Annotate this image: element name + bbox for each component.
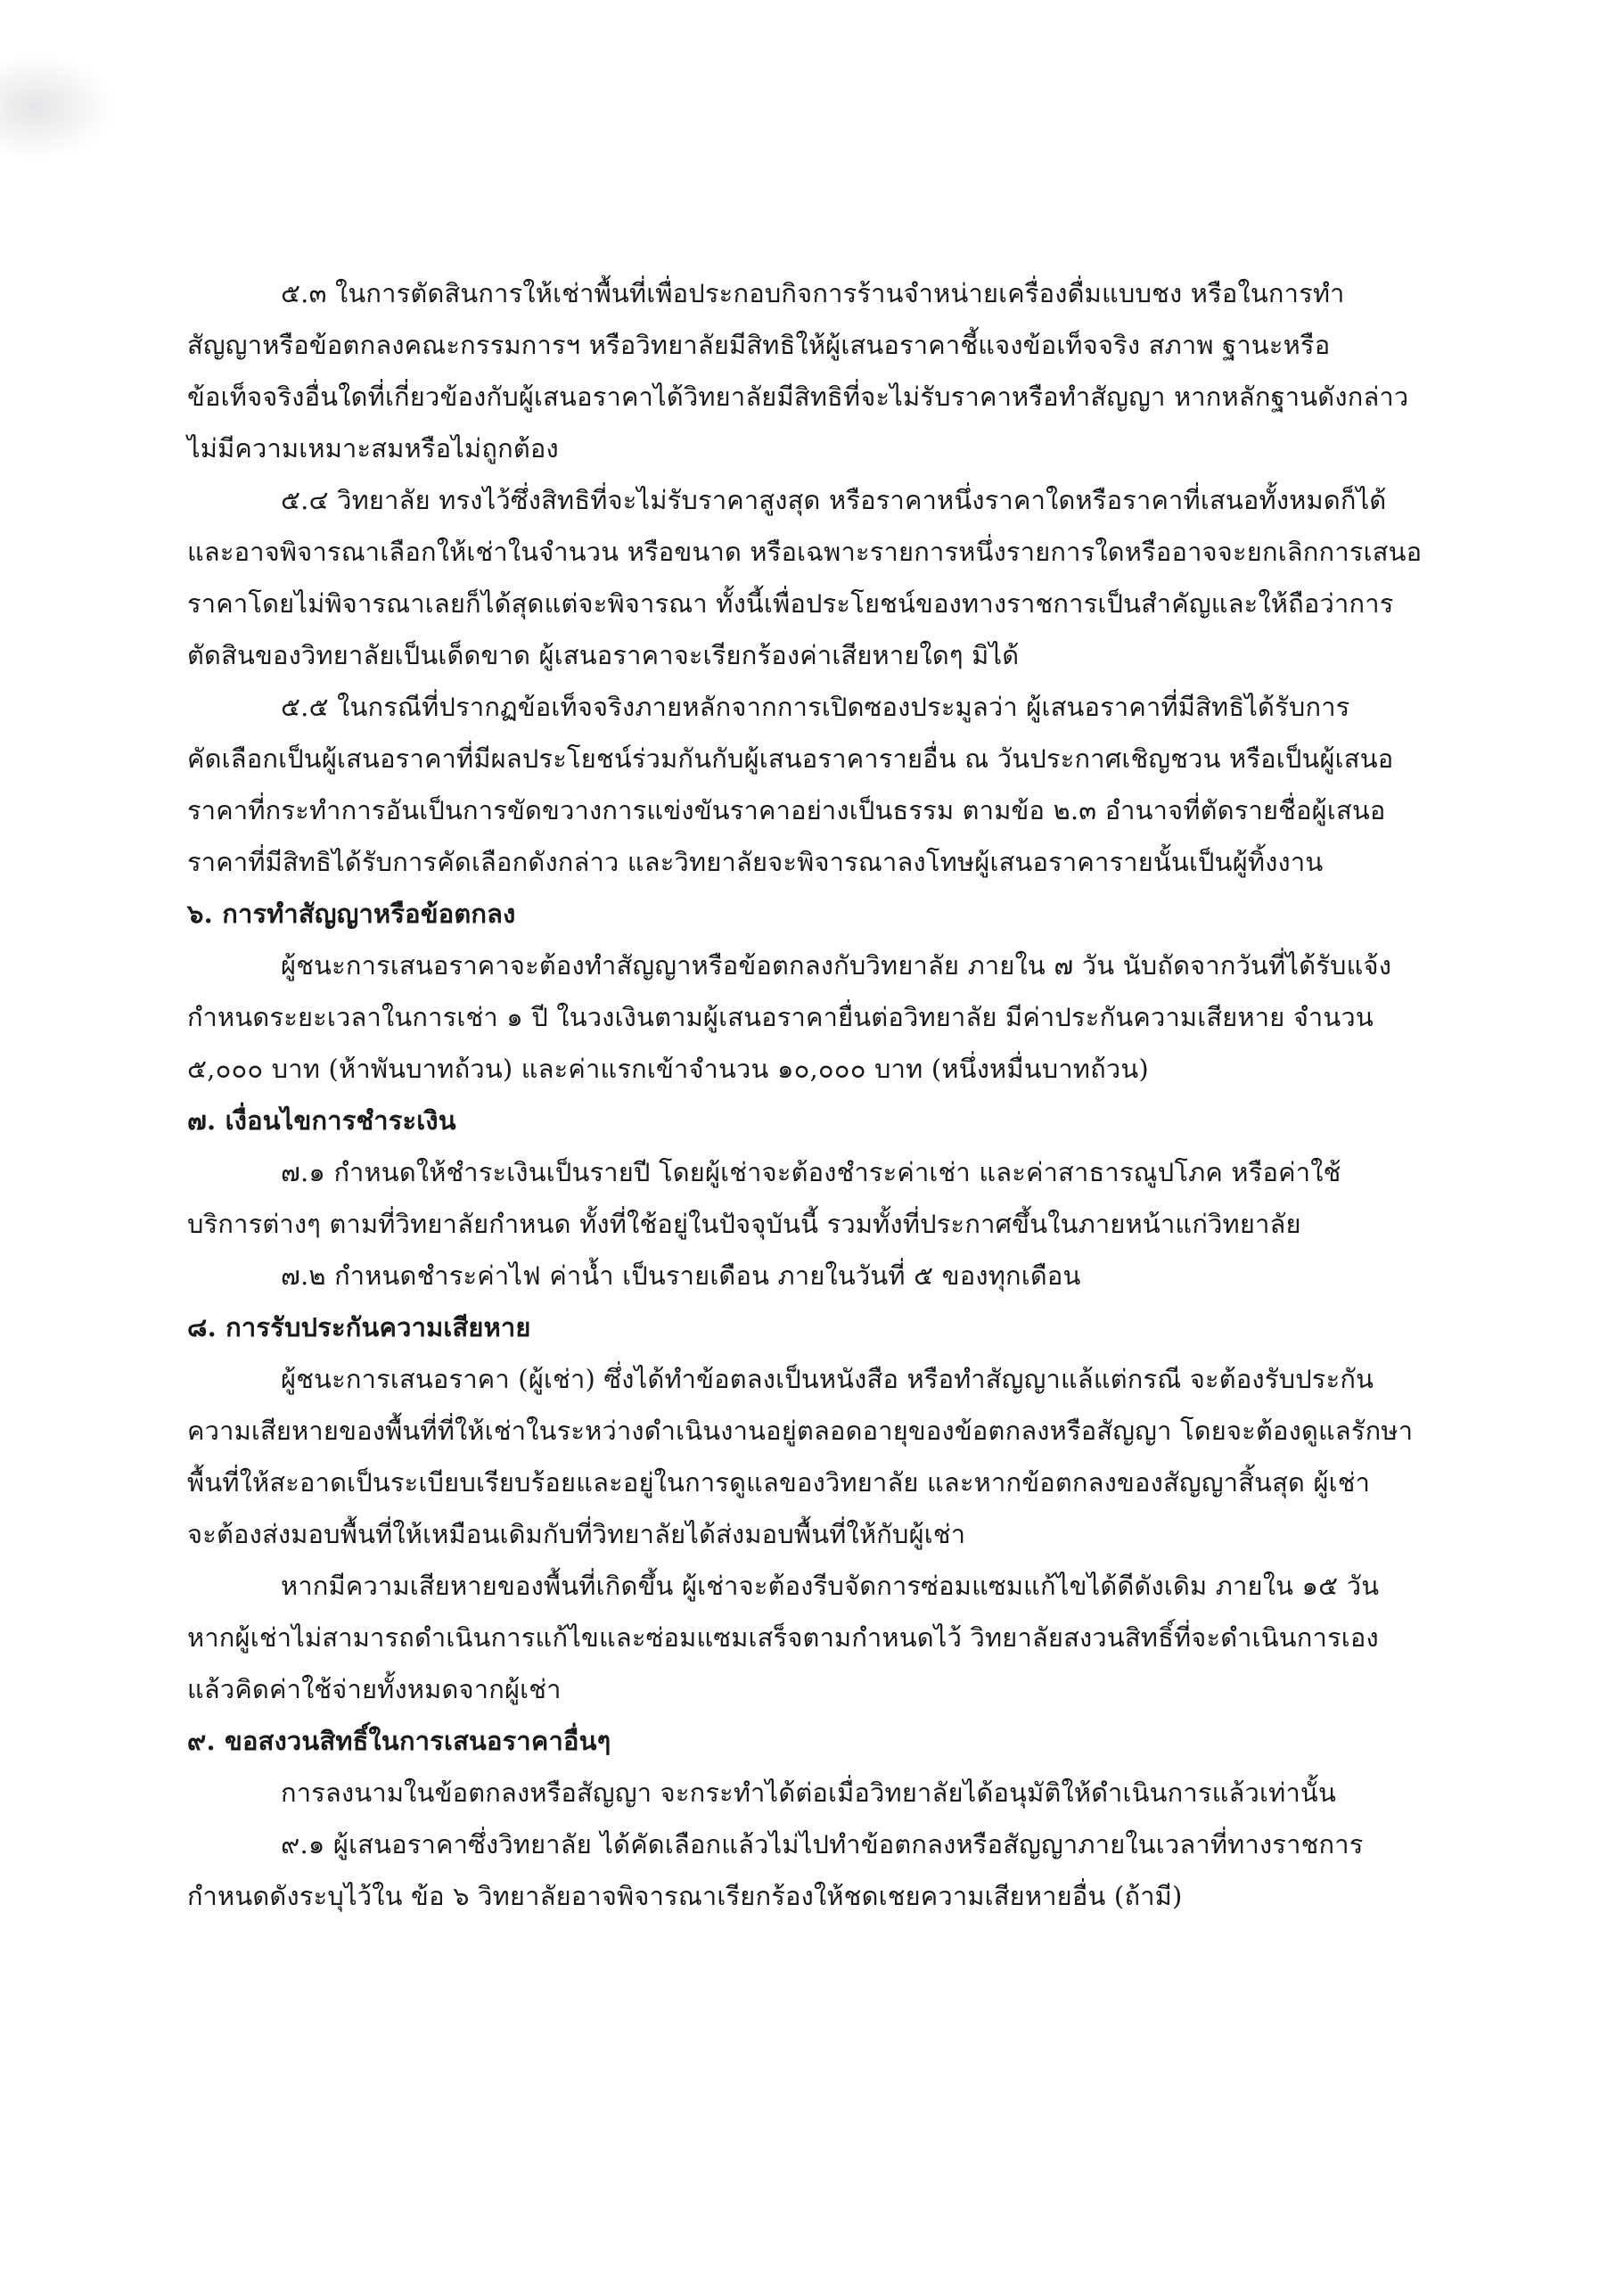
text-line: ตัดสินของวิทยาลัยเป็นเด็ดขาด ผู้เสนอราคาจะเรียกร้องค่าเสียหายใดๆ มิได้ xyxy=(187,640,1020,670)
text-line: จะต้องส่งมอบพื้นที่ให้เหมือนเดิมกับที่วิทยาลัยได้ส่งมอบพื้นที่ให้กับผู้เช่า xyxy=(187,1519,966,1549)
text-line: คัดเลือกเป็นผู้เสนอราคาที่มีผลประโยชน์ร่วมกันกับผู้เสนอราคารายอื่น ณ วันประกาศเชิญชวน หรือเป็นผู้เสนอ xyxy=(187,743,1394,774)
text-line: ๕.๔ วิทยาลัย ทรงไว้ซึ่งสิทธิที่จะไม่รับราคาสูงสุด หรือราคาหนึ่งราคาใดหรือราคาที่เสนอทั้งหมดก็ได้ xyxy=(281,485,1387,515)
text-line: หากผู้เช่าไม่สามารถดำเนินการแก้ไขและซ่อมแซมเสร็จตามกำหนดไว้ วิทยาลัยสงวนสิทธิ์ที่จะดำเนินการเอง xyxy=(187,1622,1379,1653)
scan-smudge xyxy=(0,53,116,160)
section-heading: ๙. ขอสงวนสิทธิ์ในการเสนอราคาอื่นๆ xyxy=(187,1726,611,1756)
text-line: การลงนามในข้อตกลงหรือสัญญา จะกระทำได้ต่อเมื่อวิทยาลัยได้อนุมัติให้ดำเนินการแล้วเท่านั้น xyxy=(281,1777,1336,1808)
text-line: ๙.๑ ผู้เสนอราคาซึ่งวิทยาลัย ได้คัดเลือกแล้วไม่ไปทำข้อตกลงหรือสัญญาภายในเวลาที่ทางราชการ xyxy=(281,1829,1364,1859)
text-line: พื้นที่ให้สะอาดเป็นระเบียบเรียบร้อยและอยู่ในการดูแลของวิทยาลัย และหากข้อตกลงของสัญญาสิ้นสุด ผู้เช่า xyxy=(187,1467,1371,1498)
text-line: กำหนดระยะเวลาในการเช่า ๑ ปี ในวงเงินตามผู้เสนอราคายื่นต่อวิทยาลัย มีค่าประกันความเสียหาย จำนวน xyxy=(187,1002,1374,1032)
text-line: ๕.๓ ในการตัดสินการให้เช่าพื้นที่เพื่อประกอบกิจการร้านจำหน่ายเครื่องดื่มแบบชง หรือในการทำ xyxy=(281,278,1345,308)
document-page xyxy=(187,267,1435,1922)
text-line: ๗.๑ กำหนดให้ชำระเงินเป็นรายปี โดยผู้เช่าจะต้องชำระค่าเช่า และค่าสาธารณูปโภค หรือค่าใช้ xyxy=(281,1157,1341,1187)
text-line: ราคาโดยไม่พิจารณาเลยก็ได้สุดแต่จะพิจารณา ทั้งนี้เพื่อประโยชน์ของทางราชการเป็นสำคัญและให้ถือว่าการ xyxy=(187,588,1394,619)
text-line: สัญญาหรือข้อตกลงคณะกรรมการฯ หรือวิทยาลัยมีสิทธิให้ผู้เสนอราคาชี้แจงข้อเท็จจริง สภาพ ฐานะหรือ xyxy=(187,330,1331,360)
text-line: ๕,๐๐๐ บาท (ห้าพันบาทถ้วน) และค่าแรกเข้าจำนวน ๑๐,๐๐๐ บาท (หนึ่งหมื่นบาทถ้วน) xyxy=(187,1054,1149,1084)
text-line: ผู้ชนะการเสนอราคาจะต้องทำสัญญาหรือข้อตกลงกับวิทยาลัย ภายใน ๗ วัน นับถัดจากวันที่ได้รับแจ้ง xyxy=(281,950,1392,981)
section-heading: ๗. เงื่อนไขการชำระเงิน xyxy=(187,1105,456,1136)
text-line: ๗.๒ กำหนดชำระค่าไฟ ค่าน้ำ เป็นรายเดือน ภายในวันที่ ๕ ของทุกเดือน xyxy=(281,1260,1081,1291)
text-line: และอาจพิจารณาเลือกให้เช่าในจำนวน หรือขนาด หรือเฉพาะรายการหนึ่งรายการใดหรืออาจจะยกเลิกการเสนอ xyxy=(187,537,1423,567)
section-heading: ๘. การรับประกันความเสียหาย xyxy=(187,1312,531,1342)
text-line: ราคาที่มีสิทธิได้รับการคัดเลือกดังกล่าว และวิทยาลัยจะพิจารณาลงโทษผู้เสนอราคารายนั้นเป็นผู้ทิ้งงาน xyxy=(187,847,1324,877)
text-line: หากมีความเสียหายของพื้นที่เกิดขึ้น ผู้เช่าจะต้องรีบจัดการซ่อมแซมแก้ไขได้ดีดังเดิม ภายใน ๑๕ วัน xyxy=(281,1571,1380,1601)
text-line: ไม่มีความเหมาะสมหรือไม่ถูกต้อง xyxy=(187,433,559,464)
text-line: ราคาที่กระทำการอันเป็นการขัดขวางการแข่งขันราคาอย่างเป็นธรรม ตามข้อ ๒.๓ อำนาจที่ตัดรายชื่อผู้เสนอ xyxy=(187,795,1386,825)
text-line: แล้วคิดค่าใช้จ่ายทั้งหมดจากผู้เช่า xyxy=(187,1674,562,1704)
text-line: ผู้ชนะการเสนอราคา (ผู้เช่า) ซึ่งได้ทำข้อตลงเป็นหนังสือ หรือทำสัญญาแล้แต่กรณี จะต้องรับประกัน xyxy=(281,1364,1374,1394)
text-line: ๕.๕ ในกรณีที่ปรากฏข้อเท็จจริงภายหลักจากการเปิดซองประมูลว่า ผู้เสนอราคาที่มีสิทธิได้รับการ xyxy=(281,692,1350,722)
text-line: บริการต่างๆ ตามที่วิทยาลัยกำหนด ทั้งที่ใช้อยู่ในปัจจุบันนี้ รวมทั้งที่ประกาศขึ้นในภายหน้าแก่วิทยาลัย xyxy=(187,1209,1301,1239)
section-heading: ๖. การทำสัญญาหรือข้อตกลง xyxy=(187,899,516,929)
text-line: กำหนดดังระบุไว้ใน ข้อ ๖ วิทยาลัยอาจพิจารณาเรียกร้องให้ชดเชยความเสียหายอื่น (ถ้ามี) xyxy=(187,1881,1183,1911)
text-line: ข้อเท็จจริงอื่นใดที่เกี่ยวข้องกับผู้เสนอราคาได้วิทยาลัยมีสิทธิที่จะไม่รับราคาหรือทำสัญญา หากหลักฐานดังกล่าว xyxy=(187,382,1409,412)
text-line: ความเสียหายของพื้นที่ที่ให้เช่าในระหว่างดำเนินงานอยู่ตลอดอายุของข้อตกลงหรือสัญญา โดยจะต้องดูแลรักษา xyxy=(187,1416,1414,1446)
